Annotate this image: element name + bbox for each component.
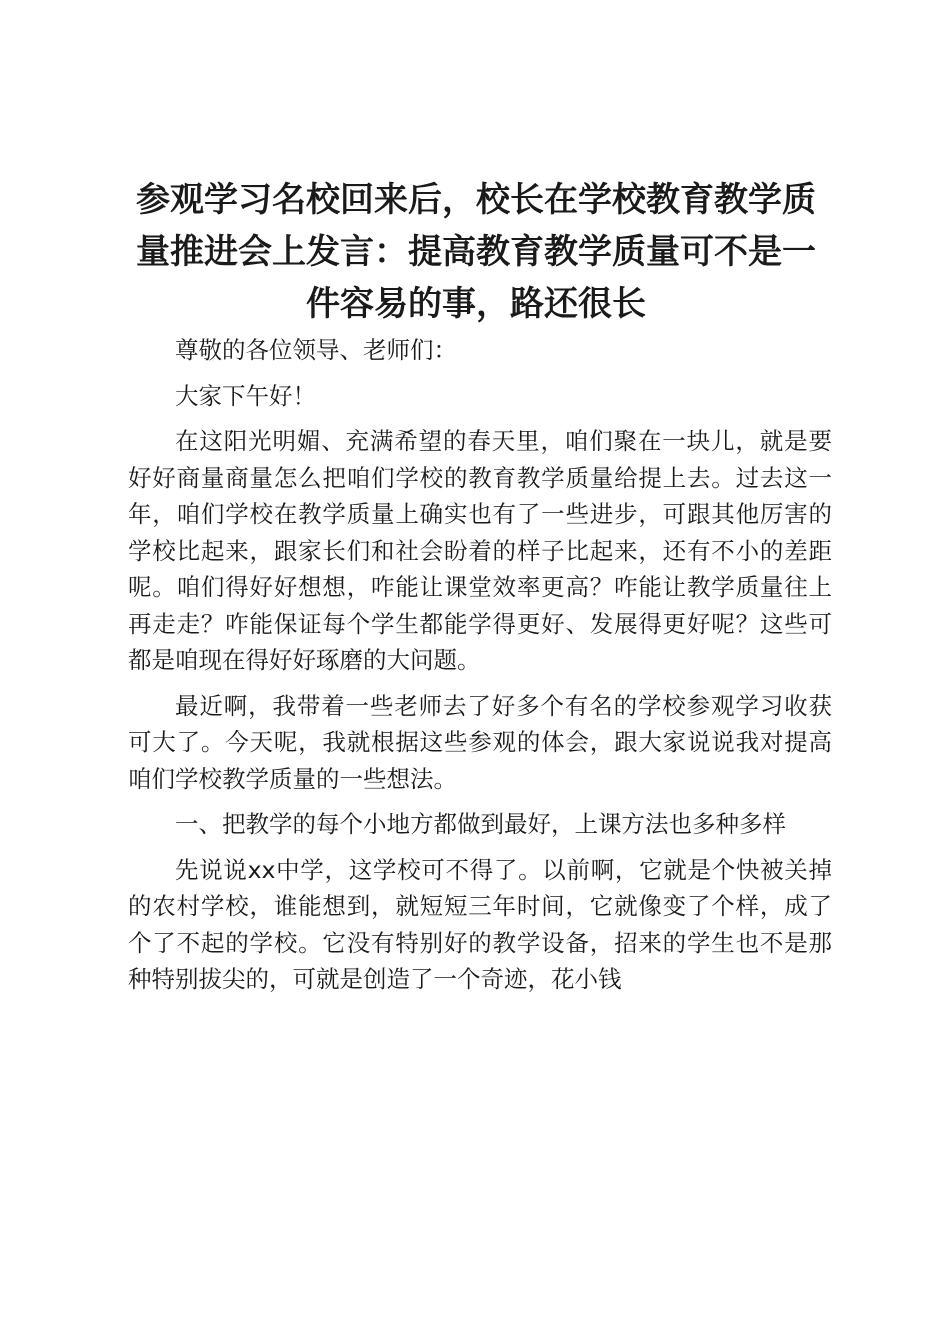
section-paragraph: 先说说xx中学，这学校可不得了。以前啊，它就是个快被关掉的农村学校，谁能想到，就短短三年时间，它就像变了个样，成了个了不起的学校。它没有特别好的教学设备，招来的学生也不是那种特别拔尖的，可就是创造了一个奇迹，花小钱: [128, 855, 832, 993]
section-heading: 一、把教学的每个小地方都做到最好，上课方法也多种多样: [175, 810, 786, 838]
document-title: 参观学习名校回来后，校长在学校教育教学质量推进会上发言：提高教育教学质量可不是一件容易的事，路还很长: [136, 180, 816, 324]
greeting: 大家下午好！: [175, 381, 316, 410]
body-paragraph: 在这阳光明媚、充满希望的春天里，咱们聚在一块儿，就是要好好商量商量怎么把咱们学校的教育教学质量给提上去。过去这一年，咱们学校在教学质量上确实也有了一些进步，可跟其他厉害的学校比起来，跟家长们和社会盼着的样子比起来，还有不小的差距呢。咱们得好好想想，咋能让课堂效率更高？咋能让教学质量往上再走走？咋能保证每个学生都能学得更好、发展得更好呢？这些可都是咱现在得好好琢磨的大问题。: [128, 427, 832, 674]
salutation: 尊敬的各位领导、老师们：: [175, 336, 457, 364]
body-paragraph: 最近啊，我带着一些老师去了好多个有名的学校参观学习收获可大了。今天呢，我就根据这些参观的体会，跟大家说说我对提高咱们学校教学质量的一些想法。: [128, 691, 832, 793]
document-body: [128, 332, 832, 1007]
